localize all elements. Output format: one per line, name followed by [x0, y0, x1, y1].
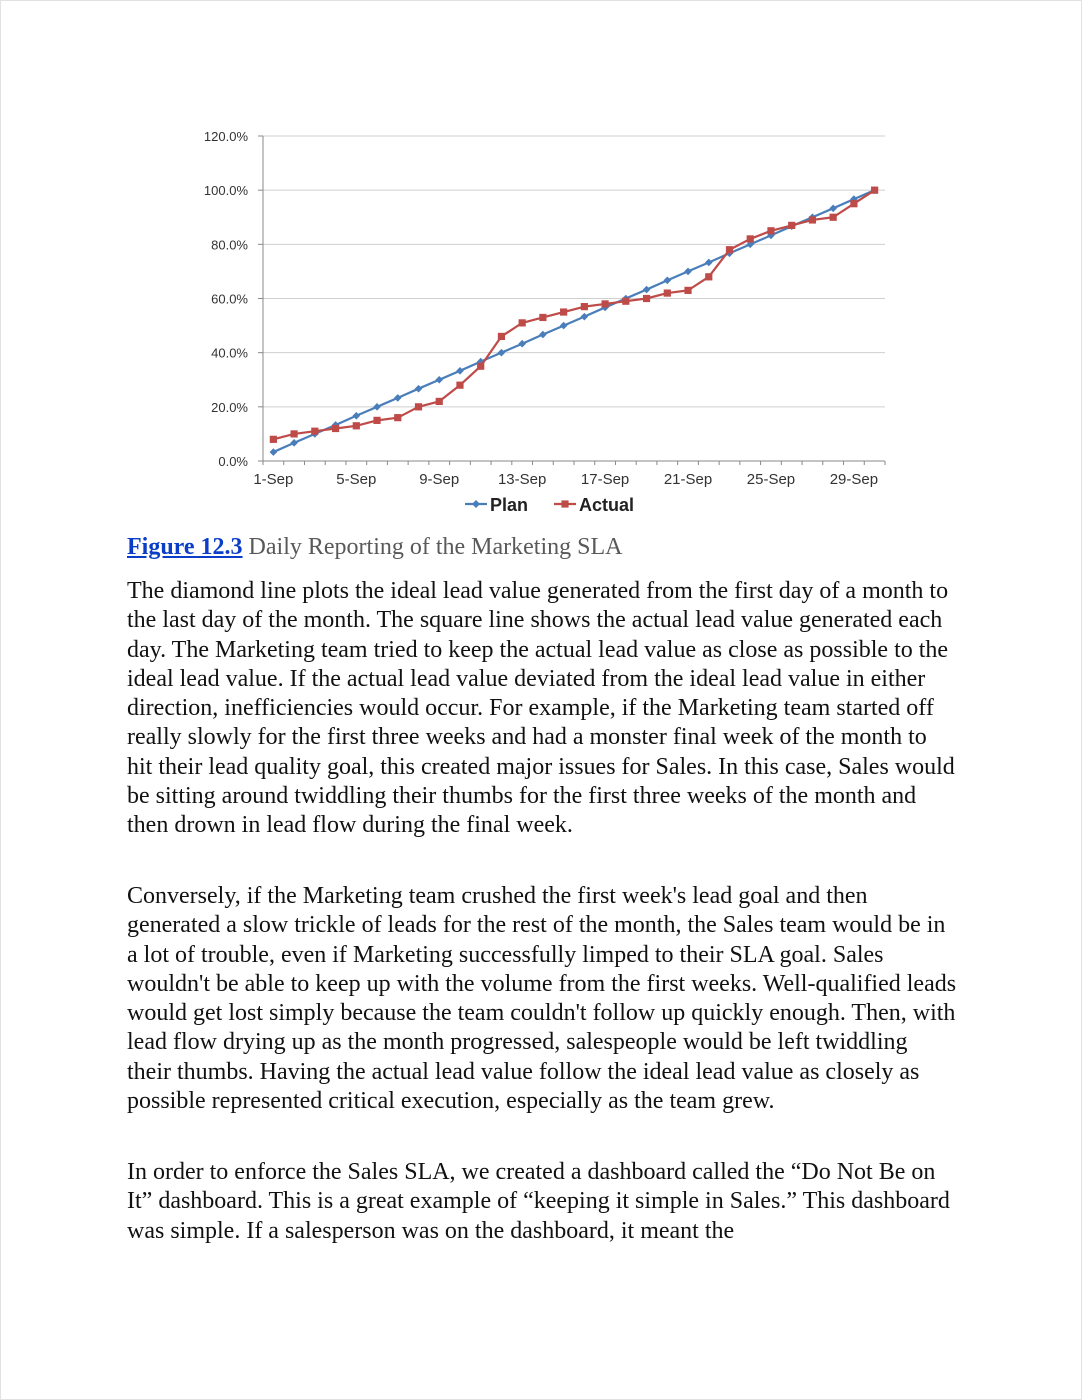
plan-point [394, 394, 402, 402]
actual-point [311, 428, 318, 435]
actual-point [353, 422, 360, 429]
plan-point [560, 322, 568, 330]
x-tick-label: 5-Sep [336, 471, 377, 488]
plan-point [664, 277, 672, 285]
plan-point [270, 448, 278, 456]
actual-point [332, 425, 339, 432]
actual-point [581, 303, 588, 310]
plan-point [684, 268, 692, 276]
plan-point [539, 331, 547, 339]
actual-point [726, 246, 733, 253]
actual-point [539, 314, 546, 321]
legend-marker-plan [472, 500, 480, 508]
series-line-plan [273, 190, 874, 452]
actual-point [560, 308, 567, 315]
chart-axes [204, 129, 885, 488]
plan-point [829, 205, 837, 213]
plan-point [456, 367, 464, 375]
x-tick-label: 13-Sep [497, 471, 547, 488]
actual-point [850, 200, 857, 207]
plan-point [435, 376, 443, 384]
plan-point [415, 385, 423, 393]
figure-caption-text: Daily Reporting of the Marketing SLA [242, 534, 623, 560]
actual-point [436, 398, 443, 405]
actual-point [809, 216, 816, 223]
plan-point [373, 403, 381, 411]
lead-value-line-chart [180, 118, 900, 523]
actual-point [747, 235, 754, 242]
series-line-actual [273, 190, 874, 439]
actual-point [871, 187, 878, 194]
legend-marker-actual [561, 500, 568, 507]
actual-point [705, 273, 712, 280]
actual-point [477, 363, 484, 370]
chart-legend [465, 495, 634, 515]
legend-label-actual: Actual [579, 495, 635, 515]
y-tick-label: 60.0% [211, 291, 248, 307]
plan-point [353, 412, 361, 420]
x-tick-label: 17-Sep [580, 471, 630, 488]
y-tick-label: 100.0% [203, 183, 248, 199]
x-tick-label: 1-Sep [253, 471, 294, 488]
actual-point [664, 289, 671, 296]
actual-point [767, 227, 774, 234]
body-paragraph: The diamond line plots the ideal lead value generated from the first day of a month to the last day of the month. The square line shows the actual lead value generated each day. The Marketing team tried to keep the actual lead value as close as possible to the ideal lead value. If the actual lead value deviated from the ideal lead value in either direction, inefficiencies would occur. For example, if the Marketing team started off really slowly for the first three weeks and had a monster final week of the month to hit their lead quality goal, this created major issues for Sales. In this case, Sales would be sitting around twiddling their thumbs for the first three weeks of the month and then drown in lead flow during the final week. [127, 578, 955, 839]
plan-point [643, 286, 651, 294]
plan-point [290, 439, 298, 447]
x-tick-label: 9-Sep [419, 471, 460, 488]
y-tick-label: 80.0% [211, 237, 248, 253]
legend-label-plan: Plan [490, 495, 529, 515]
plan-point [518, 340, 526, 348]
figure-caption [127, 531, 957, 563]
plan-point [498, 349, 506, 357]
y-tick-label: 20.0% [211, 399, 248, 415]
y-tick-label: 120.0% [203, 129, 248, 144]
actual-point [291, 430, 298, 437]
figure-link[interactable]: Figure 12.3 [127, 534, 243, 560]
actual-point [788, 222, 795, 229]
actual-point [394, 414, 401, 421]
actual-point [622, 298, 629, 305]
actual-point [456, 382, 463, 389]
actual-point [270, 436, 277, 443]
body-paragraph: In order to enforce the Sales SLA, we created a dashboard called the “Do Not Be on It” dashboard. This is a great example of “keeping it simple in Sales.” This dashboard was simple. If a salesperson was on the dashboard, it meant the [127, 1159, 950, 1244]
x-tick-label: 25-Sep [746, 471, 796, 488]
y-tick-label: 0.0% [218, 454, 248, 469]
x-tick-label: 29-Sep [829, 471, 879, 488]
plan-point [581, 313, 589, 321]
actual-point [830, 214, 837, 221]
actual-point [498, 333, 505, 340]
y-tick-label: 40.0% [211, 345, 248, 361]
x-tick-label: 21-Sep [663, 471, 713, 488]
actual-point [643, 295, 650, 302]
actual-point [415, 403, 422, 410]
actual-point [602, 300, 609, 307]
actual-point [519, 319, 526, 326]
chart-series [270, 186, 879, 455]
actual-point [684, 287, 691, 294]
plan-point [705, 259, 713, 267]
body-paragraph: Conversely, if the Marketing team crushed the first week's lead goal and then generated a slow trickle of leads for the rest of the month, the Sales team would be in a lot of trouble, even if Marketing successfully limped to their SLA goal. Sales wouldn't be able to keep up with the volume from the first weeks. Well-qualified leads would get lost simply because the team couldn't follow up quickly enough. Then, with lead flow drying up as the month progressed, salespeople would be left twiddling their thumbs. Having the actual lead value follow the ideal lead value as closely as possible represented critical execution, especially as the team grew. [127, 883, 957, 1115]
actual-point [373, 417, 380, 424]
